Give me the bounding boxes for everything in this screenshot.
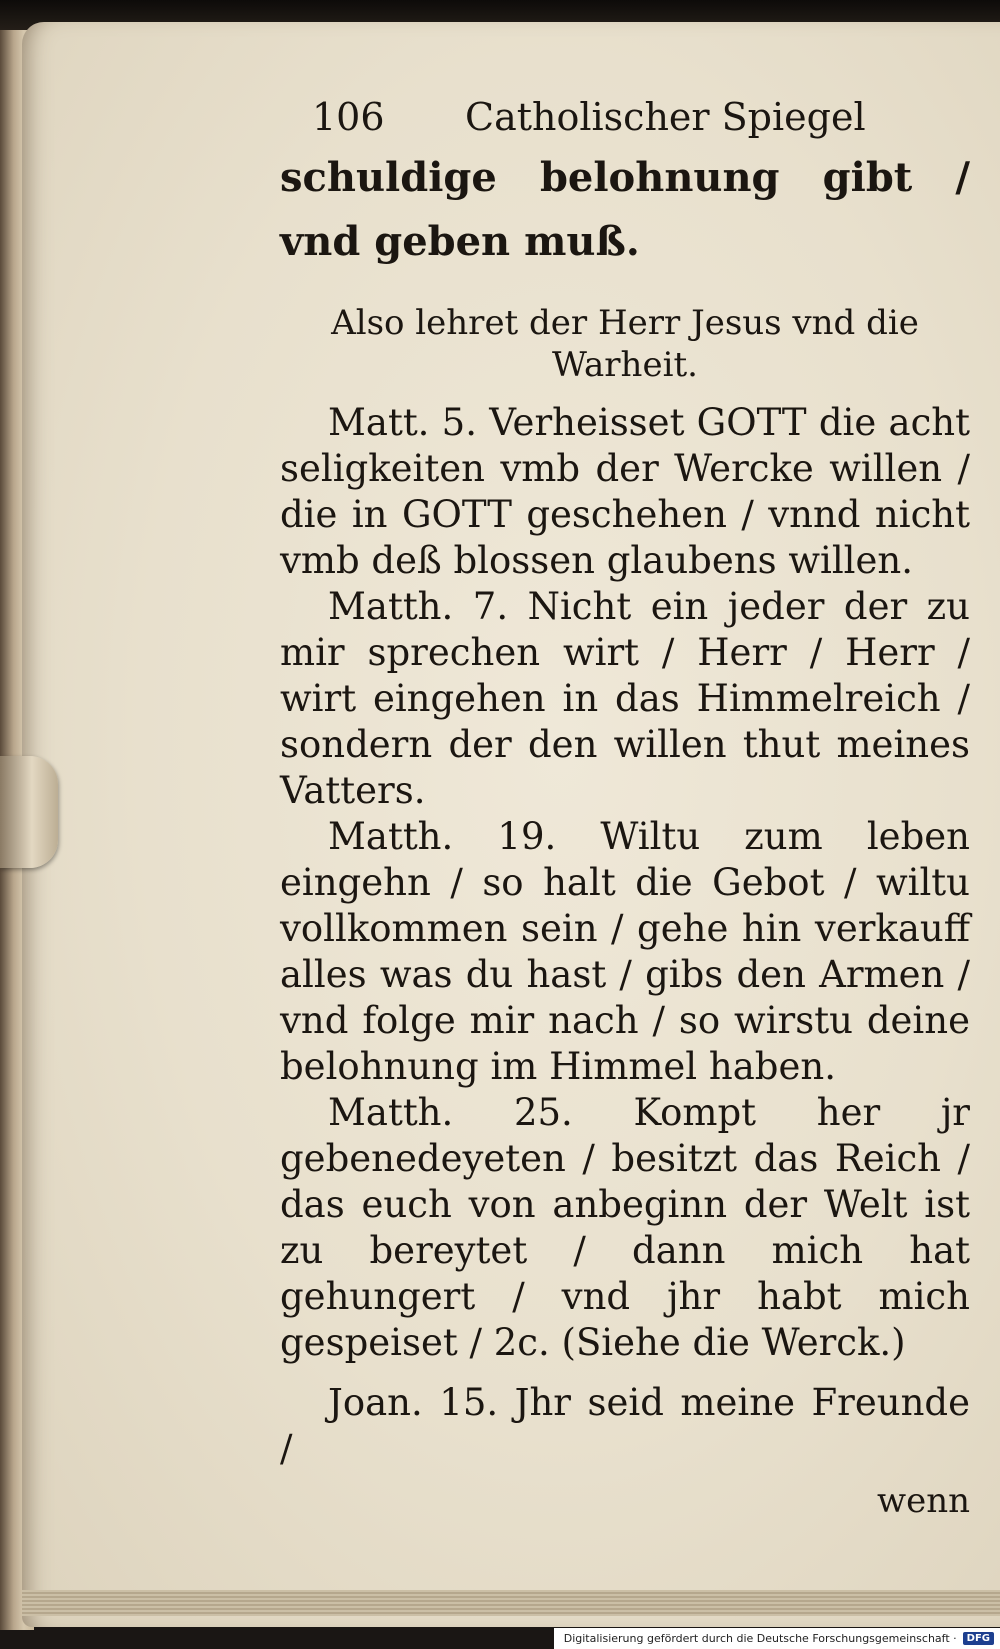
book-clasp (0, 756, 58, 868)
digitization-footer (554, 1628, 1000, 1649)
paragraph-joan-15: Joan. 15. Jhr seid meine Freunde / (280, 1381, 970, 1470)
catchword: wenn (876, 1481, 970, 1521)
page-stack-bottom (22, 1590, 1000, 1616)
paragraph-matt-5: Matt. 5. Verheisset GOTT die acht seligkeiten vmb der Wercke willen / die in GOTT geschehen / vnnd nicht vmb deß blossen glaubens willen. (280, 401, 970, 582)
page-text (280, 88, 970, 1558)
page-header (280, 88, 970, 146)
paragraph-matth-19: Matth. 19. Wiltu zum leben eingehn / so halt die Gebot / wiltu vollkommen sein / gehe hin verkauff alles was du hast / gibs den Armen / vnd folge mir nach / so wirstu deine belohnung im Himmel haben. (280, 815, 970, 1088)
dfg-logo: DFG (963, 1632, 994, 1645)
paragraph-matth-25: Matth. 25. Kompt her jr gebenedeyeten / besitzt das Reich / das euch von anbeginn der Welt ist zu bereytet / dann mich hat gehungert / vnd jhr habt mich gespeiset / 2c. (Siehe die Werck.) (280, 1091, 970, 1364)
page-number: 106 (312, 95, 385, 139)
paragraph-matth-7: Matth. 7. Nicht ein jeder der zu mir sprechen wirt / Herr / Herr / wirt eingehen in das Himmelreich / sondern der den willen thut meines Vatters. (280, 585, 970, 812)
running-title: Catholischer Spiegel (465, 95, 866, 139)
footer-credit: Digitalisierung gefördert durch die Deutsche Forschungsgemeinschaft · (563, 1632, 957, 1645)
lead-text: schuldige belohnung gibt / vnd geben muß. (280, 154, 970, 265)
section-heading: Also lehret der Herr Jesus vnd die Warheit. (331, 303, 919, 385)
